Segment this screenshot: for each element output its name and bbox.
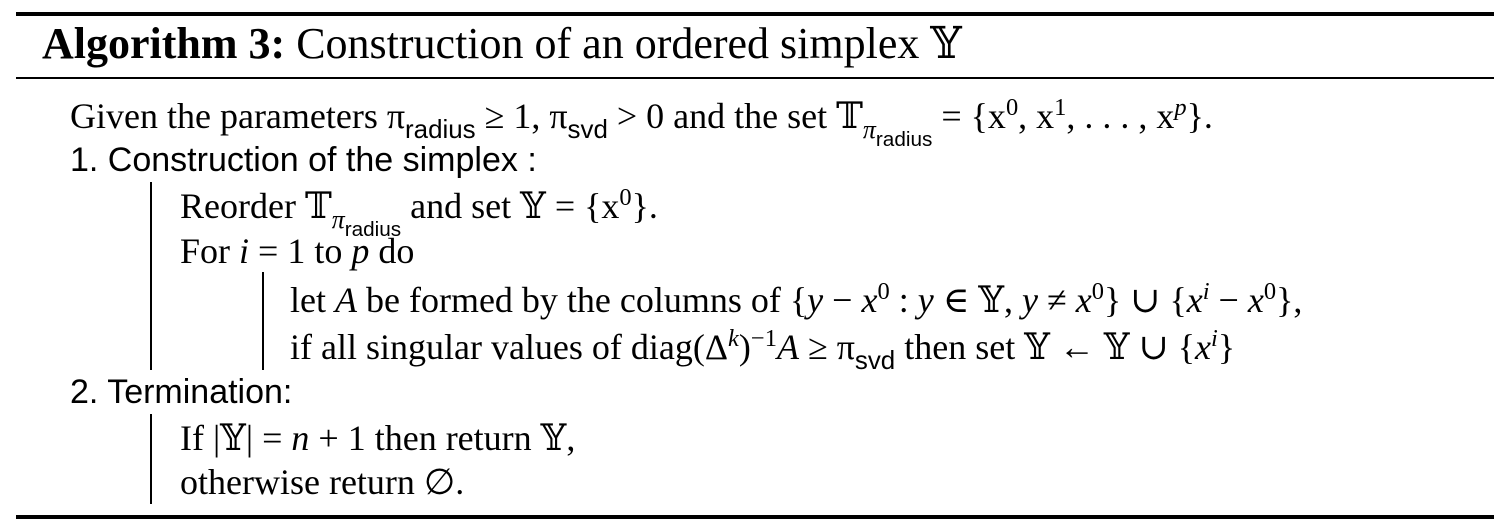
given-line: Given the parameters $\pi_{radius} \ge 1$, $\pi_{svd} > 0$ and the set 𝕋$_{\pi_{radius}}$ = {$x^0$, $x^1$, . . . , $x^p$}. <box>70 93 1213 151</box>
otherwise-line: otherwise return ∅. <box>180 462 465 502</box>
algorithm-caption: Construction of an ordered simplex 𝕐 <box>296 19 962 68</box>
reorder-line: Reorder 𝕋$_{\pi_{radius}}$ and set 𝕐 = $\{x^0\}$. <box>180 183 658 241</box>
algorithm-title <box>42 20 962 68</box>
for-loop-line: For i = 1 to p do <box>180 231 415 271</box>
title-rule <box>16 77 1494 79</box>
step2-heading: 2. Termination: <box>70 373 293 411</box>
algorithm-label: Algorithm 3: <box>42 19 286 68</box>
step1-heading: 1. Construction of the simplex : <box>70 141 537 179</box>
top-rule <box>16 12 1494 16</box>
loop-block-bar <box>262 272 264 370</box>
bottom-rule <box>16 515 1494 519</box>
if-line: if all singular values of $diag(\Delta^k)^{-1}A \ge \pi_{svd}$ then set 𝕐 ← 𝕐 ∪ $\{x^i\}$ <box>290 324 1236 375</box>
return-line: If |𝕐| = n + 1 then return 𝕐, <box>180 418 576 458</box>
step1-block-bar <box>150 182 152 370</box>
let-line: let A be formed by the columns of {$y - x^0$ : y ∈ 𝕐, $y \ne x^0$} ∪ $\{x^i - x^0\}$, <box>290 277 1303 320</box>
step2-block-bar <box>150 414 152 504</box>
